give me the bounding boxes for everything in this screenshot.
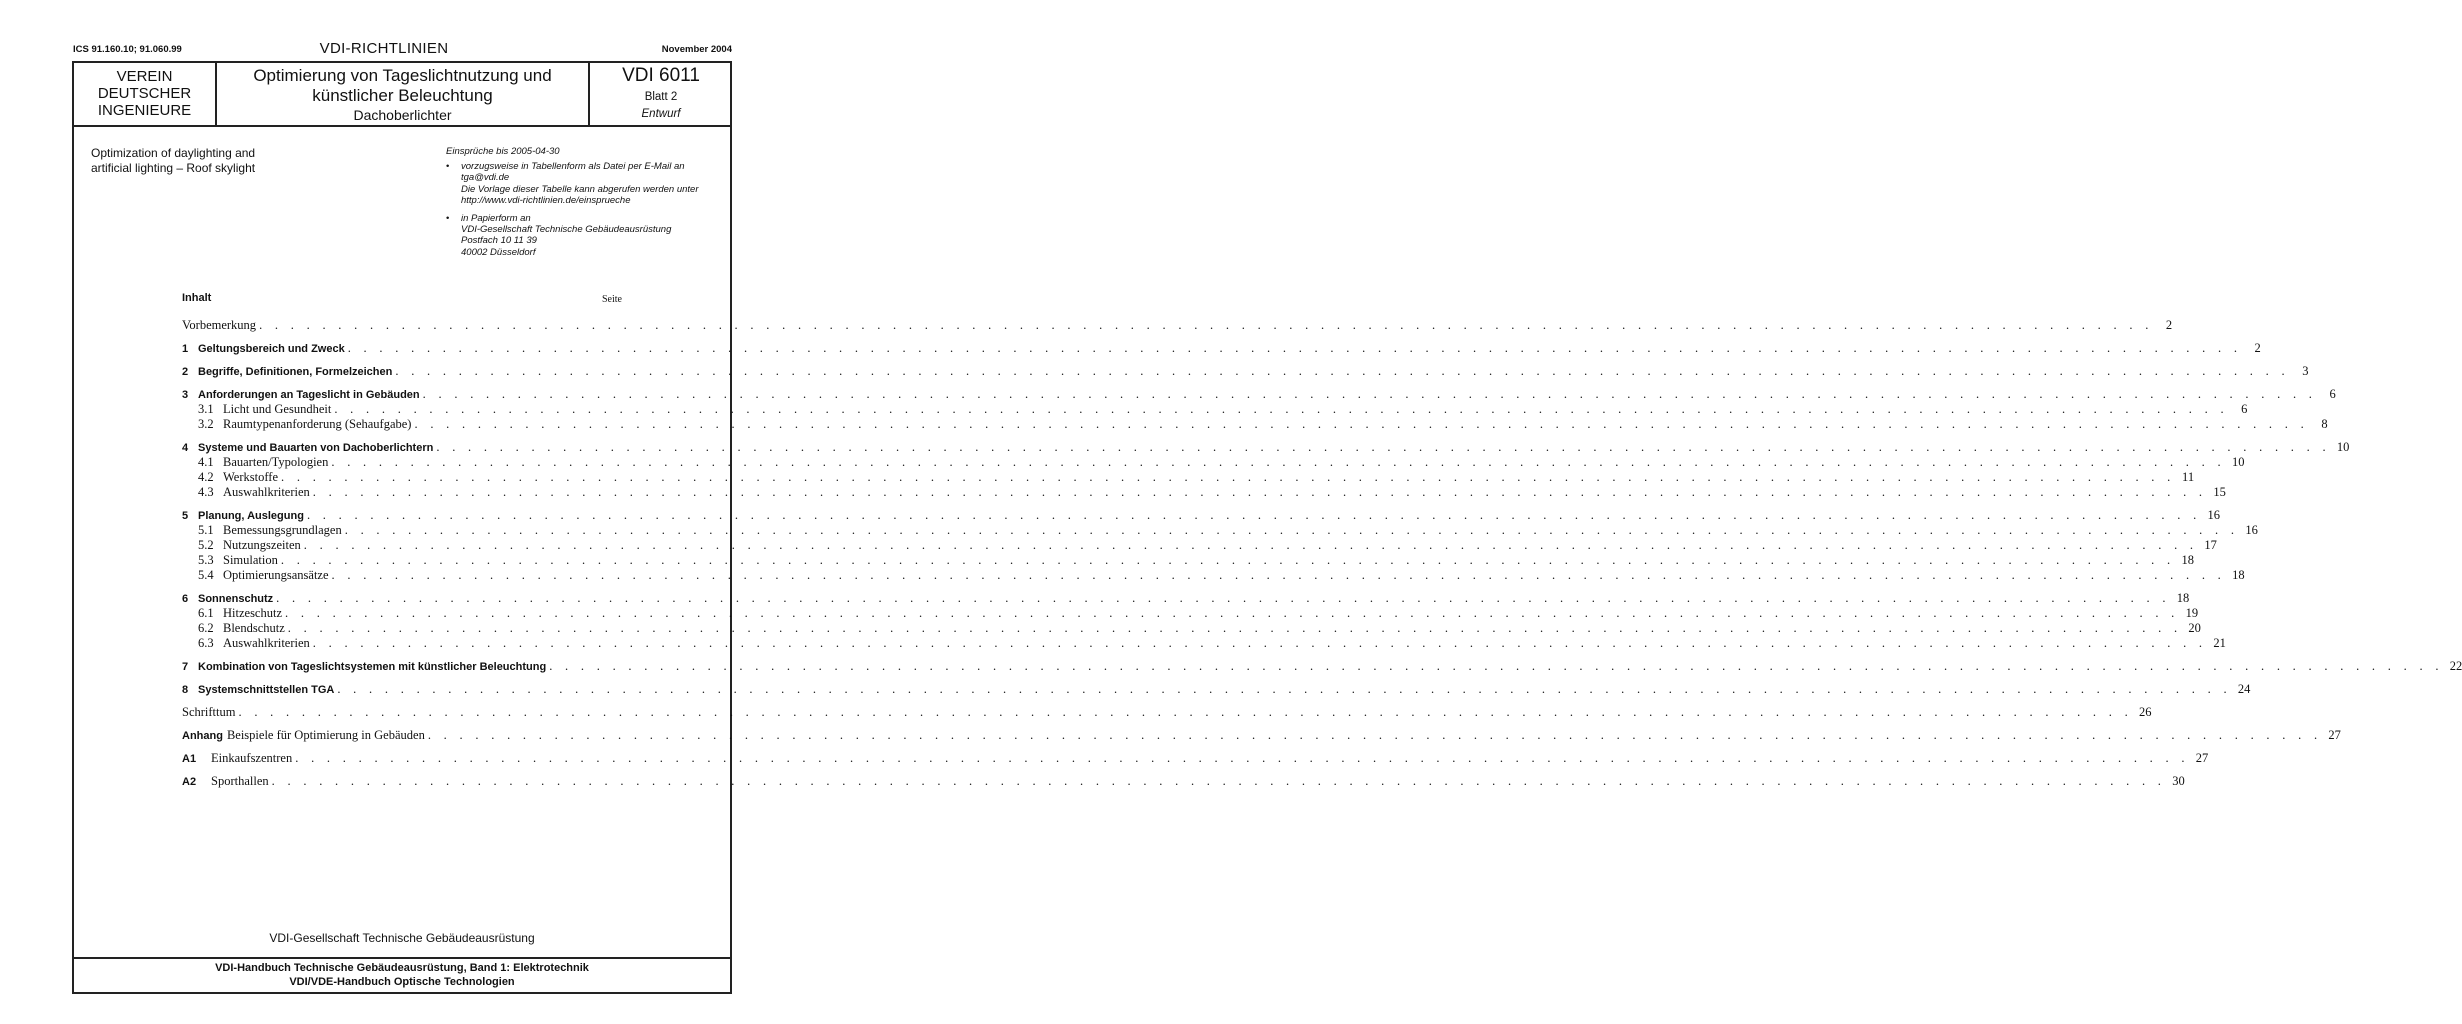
toc-leader-dots: . . . . . . . . . . . . . . . . . . . . . . . . . . . . . . . . . . . . . . . . . . . . . . . . . . . . . . . . . . . . . . . . . . . . . . . . . . . . . . . . . . . . . . . . . . . . . . . . . . . . . . . . . . . . . . . . . . . . . . . . <box>238 705 2133 719</box>
toc-entry-number: 5.4 <box>198 568 214 582</box>
english-title <box>91 146 291 176</box>
toc-entry-label: Begriffe, Definitionen, Formelzeichen <box>198 366 393 378</box>
toc-entry[interactable] <box>182 341 2261 356</box>
document-title <box>217 66 588 106</box>
handbook-line: VDI/VDE-Handbuch Optische Technologien <box>289 976 515 988</box>
toc-entry-label: Einkaufszentren <box>211 751 293 765</box>
toc-entry-title <box>182 523 342 538</box>
toc-leader-dots: . . . . . . . . . . . . . . . . . . . . . . . . . . . . . . . . . . . . . . . . . . . . . . . . . . . . . . . . . . . . . . . . . . . . . . . . . . . . . . . . . . . . . . . . . . . . . . . . . . . . . . . . . . . . . . . . . . . . . . . . <box>337 682 2232 696</box>
document-number: VDI 6011 <box>622 65 700 86</box>
toc-leader-dots: . . . . . . . . . . . . . . . . . . . . . . . . . . . . . . . . . . . . . . . . . . . . . . . . . . . . . . . . . . . . . . . . . . . . . . . . . . . . . . . . . . . . . . . . . . . . . . . . . . . . . . . . . . . . . . . . . . . . . . . . <box>331 568 2226 582</box>
toc-entry[interactable] <box>182 402 2248 417</box>
toc-header <box>182 290 622 312</box>
toc-entry-title <box>182 728 425 744</box>
toc-leader-dots: . . . . . . . . . . . . . . . . . . . . . . . . . . . . . . . . . . . . . . . . . . . . . . . . . . . . . . . . . . . . . . . . . . . . . . . . . . . . . . . . . . . . . . . . . . . . . . . . . . . . . . . . . . . . . . . . . . . . . . . . <box>422 387 2317 401</box>
toc-entry-title <box>182 318 256 333</box>
toc-entry-label: Licht und Gesundheit <box>223 402 332 416</box>
toc-entry-number: 6.3 <box>198 636 214 650</box>
toc-leader-dots: . . . . . . . . . . . . . . . . . . . . . . . . . . . . . . . . . . . . . . . . . . . . . . . . . . . . . . . . . . . . . . . . . . . . . . . . . . . . . . . . . . . . . . . . . . . . . . . . . . . . . . . . . . . . . . . . . . . . . . . . <box>280 553 2175 567</box>
toc-entry-title <box>182 538 301 553</box>
toc-entry[interactable] <box>182 364 2309 379</box>
toc-entry-label: Sonnenschutz <box>198 593 274 605</box>
toc-entry-number: 3.2 <box>198 417 214 431</box>
toc-entry[interactable] <box>182 705 2152 720</box>
toc-entry-label: Sporthallen <box>211 774 269 788</box>
toc-entry-page: 16 <box>2245 523 2258 537</box>
toc-entry-title <box>182 568 329 583</box>
toc-entry-page: 6 <box>2329 387 2336 401</box>
english-title-line: Optimization of daylighting and <box>91 146 256 160</box>
toc-entry-title <box>182 388 420 403</box>
objection-text: vorzugsweise in Tabellenform als Datei per E-Mail an <box>461 161 685 172</box>
toc-entry-number: 3 <box>182 389 189 401</box>
toc-entry-page: 6 <box>2241 402 2248 416</box>
toc-entry-title <box>182 592 273 607</box>
toc-entry[interactable] <box>182 621 2201 636</box>
ics-classification: ICS 91.160.10; 91.060.99 <box>73 44 182 55</box>
toc-leader-dots: . . . . . . . . . . . . . . . . . . . . . . . . . . . . . . . . . . . . . . . . . . . . . . . . . . . . . . . . . . . . . . . . . . . . . . . . . . . . . . . . . . . . . . . . . . . . . . . . . . . . . . . . . . . . . . . . . . . . . . . . <box>331 455 2226 469</box>
objection-email[interactable]: tga@vdi.de <box>461 172 510 184</box>
toc-entry-page: 18 <box>2232 568 2245 582</box>
toc-entry[interactable] <box>182 417 2328 432</box>
toc-entry-label: Systemschnittstellen TGA <box>198 684 335 696</box>
toc-entry-number: Anhang <box>182 730 223 742</box>
toc-entry[interactable] <box>182 728 2341 743</box>
toc-entry[interactable] <box>182 636 2226 651</box>
toc-entry[interactable] <box>182 774 2185 789</box>
toc-entry[interactable] <box>182 682 2251 697</box>
organization-line: DEUTSCHER <box>97 85 192 102</box>
toc-entry-page: 11 <box>2182 470 2195 484</box>
toc-entry-label: Geltungsbereich und Zweck <box>198 343 345 355</box>
toc-entry-page: 2 <box>2254 341 2261 355</box>
toc-entry-number: 2 <box>182 366 189 378</box>
toc-leader-dots: . . . . . . . . . . . . . . . . . . . . . . . . . . . . . . . . . . . . . . . . . . . . . . . . . . . . . . . . . . . . . . . . . . . . . . . . . . . . . . . . . . . . . . . . . . . . . . . . . . . . . . . . . . . . . . . . . . . . . . . . <box>303 538 2198 552</box>
toc-entry-number: 4.1 <box>198 455 214 469</box>
toc-entry[interactable] <box>182 606 2199 621</box>
toc-entry-page: 16 <box>2207 508 2221 522</box>
toc-leader-dots: . . . . . . . . . . . . . . . . . . . . . . . . . . . . . . . . . . . . . . . . . . . . . . . . . . . . . . . . . . . . . . . . . . . . . . . . . . . . . . . . . . . . . . . . . . . . . . . . . . . . . . . . . . . . . . . . . . . . . . . . <box>259 318 2154 332</box>
toc-page-heading: Seite <box>602 294 622 305</box>
toc-entry-page: 19 <box>2185 606 2199 620</box>
organization-name <box>74 68 215 119</box>
toc-entry-number: 4 <box>182 442 189 454</box>
toc-entry-number: 5.2 <box>198 538 214 552</box>
toc-leader-dots: . . . . . . . . . . . . . . . . . . . . . . . . . . . . . . . . . . . . . . . . . . . . . . . . . . . . . . . . . . . . . . . . . . . . . . . . . . . . . . . . . . . . . . . . . . . . . . . . . . . . . . . . . . . . . . . . . . . . . . . . <box>306 508 2202 522</box>
toc-entry-title <box>182 509 304 524</box>
bullet: • <box>446 161 450 172</box>
sheet-number: Blatt 2 <box>644 91 678 103</box>
toc-entry-number: 3.1 <box>198 402 214 416</box>
toc-entry-label: Beispiele für Optimierung in Gebäuden <box>226 728 425 742</box>
toc-entry-number: 5.1 <box>198 523 214 537</box>
toc-entry-title <box>182 606 282 621</box>
toc-entry-number: 4.2 <box>198 470 214 484</box>
toc-entry[interactable] <box>182 523 2258 538</box>
toc-entry-label: Hitzeschutz <box>223 606 283 620</box>
toc-entry-label: Systeme und Bauarten von Dachoberlichtern <box>198 442 434 454</box>
toc-leader-dots: . . . . . . . . . . . . . . . . . . . . . . . . . . . . . . . . . . . . . . . . . . . . . . . . . . . . . . . . . . . . . . . . . . . . . . . . . . . . . . . . . . . . . . . . . . . . . . . . . . . . . . . . . . . . . . . . . . . . . . . . <box>285 606 2180 620</box>
toc-entry[interactable] <box>182 440 2350 455</box>
toc-entry[interactable] <box>182 591 2190 606</box>
toc-entry-page: 10 <box>2231 455 2245 469</box>
toc-entry-number: 1 <box>182 343 189 355</box>
toc-leader-dots: . . . . . . . . . . . . . . . . . . . . . . . . . . . . . . . . . . . . . . . . . . . . . . . . . . . . . . . . . . . . . . . . . . . . . . . . . . . . . . . . . . . . . . . . . . . . . . . . . . . . . . . . . . . . . . . . . . . . . . . . <box>414 417 2309 431</box>
toc-entry-page: 24 <box>2237 682 2251 696</box>
toc-entry-label: Bemessungsgrundlagen <box>223 523 342 537</box>
organization-line: INGENIEURE <box>97 102 192 119</box>
toc-entry-label: Vorbemerkung <box>182 318 257 332</box>
toc-entry-title <box>182 455 328 470</box>
toc-entry-label: Optimierungsansätze <box>223 568 329 582</box>
toc-entry-label: Anforderungen an Tageslicht in Gebäuden <box>198 389 420 401</box>
toc-leader-dots: . . . . . . . . . . . . . . . . . . . . . . . . . . . . . . . . . . . . . . . . . . . . . . . . . . . . . . . . . . . . . . . . . . . . . . . . . . . . . . . . . . . . . . . . . . . . . . . . . . . . . . . . . . . . . . . . . . . . . . . . <box>334 402 2229 416</box>
toc-entry[interactable] <box>182 508 2221 523</box>
toc-entry-page: 21 <box>2213 636 2226 650</box>
toc-leader-dots: . . . . . . . . . . . . . . . . . . . . . . . . . . . . . . . . . . . . . . . . . . . . . . . . . . . . . . . . . . . . . . . . . . . . . . . . . . . . . . . . . . . . . . . . . . . . . . . . . . . . . . . . . . . . . . . . . . . . . . . . <box>276 591 2171 605</box>
toc-entry-title <box>182 470 278 485</box>
toc-entry-label: Nutzungszeiten <box>223 538 301 552</box>
toc-entry-label: Simulation <box>223 553 278 567</box>
toc-heading: Inhalt <box>182 292 212 304</box>
toc-entry-title <box>182 342 345 357</box>
toc-entry-page: 27 <box>2328 728 2341 742</box>
toc-leader-dots: . . . . . . . . . . . . . . . . . . . . . . . . . . . . . . . . . . . . . . . . . . . . . . . . . . . . . . . . . . . . . . . . . . . . . . . . . . . . . . . . . . . . . . . . . . . . . . . . . . . . . . . . . . . . . . . . . . . . . . . . <box>295 751 2190 765</box>
toc-entry-title <box>182 660 546 675</box>
objection-text: Die Vorlage dieser Tabelle kann abgerufen werden unter <box>461 183 699 195</box>
toc-leader-dots: . . . . . . . . . . . . . . . . . . . . . . . . . . . . . . . . . . . . . . . . . . . . . . . . . . . . . . . . . . . . . . . . . . . . . . . . . . . . . . . . . . . . . . . . . . . . . . . . . . . . . . . . . . . . . . . . . . . . . . . . <box>281 470 2176 484</box>
toc-entry-page: 30 <box>2172 774 2185 788</box>
toc-entry-title <box>182 774 269 790</box>
toc-entry-number: 5.3 <box>198 553 214 567</box>
objection-option-paper <box>446 213 731 259</box>
toc-entry[interactable] <box>182 485 2226 500</box>
toc-entry-title <box>182 751 292 767</box>
toc-entry[interactable] <box>182 455 2245 470</box>
toc-entry-title <box>182 402 331 417</box>
toc-entry-page: 26 <box>2139 705 2152 719</box>
objections-deadline: Einsprüche bis 2005-04-30 <box>446 146 560 157</box>
toc-entry[interactable] <box>182 751 2209 766</box>
toc-entry-label: Blendschutz <box>223 621 285 635</box>
toc-entry-label: Auswahlkriterien <box>223 485 310 499</box>
bullet: • <box>446 212 450 224</box>
toc-entry-page: 8 <box>2321 417 2328 431</box>
toc-entry-title <box>182 485 310 500</box>
toc-entry[interactable] <box>182 659 2462 674</box>
toc-leader-dots: . . . . . . . . . . . . . . . . . . . . . . . . . . . . . . . . . . . . . . . . . . . . . . . . . . . . . . . . . . . . . . . . . . . . . . . . . . . . . . . . . . . . . . . . . . . . . . . . . . . . . . . . . . . . . . . . . . . . . . . . <box>549 659 2444 673</box>
toc-entry-page: 15 <box>2213 485 2226 499</box>
toc-entry[interactable] <box>182 470 2195 485</box>
organization-line: VEREIN <box>116 68 173 85</box>
toc-entries <box>182 318 2462 789</box>
toc-entry-page: 10 <box>2336 440 2350 454</box>
toc-entry-title <box>182 417 411 432</box>
toc-entry-number: 5 <box>182 510 189 522</box>
toc-leader-dots: . . . . . . . . . . . . . . . . . . . . . . . . . . . . . . . . . . . . . . . . . . . . . . . . . . . . . . . . . . . . . . . . . . . . . . . . . . . . . . . . . . . . . . . . . . . . . . . . . . . . . . . . . . . . . . . . . . . . . . . . <box>395 364 2290 378</box>
toc-entry-page: 20 <box>2188 621 2201 635</box>
page-frame-left <box>72 127 74 958</box>
toc-entry-label: Bauarten/Typologien <box>223 455 329 469</box>
toc-leader-dots: . . . . . . . . . . . . . . . . . . . . . . . . . . . . . . . . . . . . . . . . . . . . . . . . . . . . . . . . . . . . . . . . . . . . . . . . . . . . . . . . . . . . . . . . . . . . . . . . . . . . . . . . . . . . . . . . . . . . . . . . <box>271 774 2166 788</box>
document-subtitle: Dachoberlichter <box>353 107 452 123</box>
objection-option-email <box>446 161 731 207</box>
toc-entry-page: 27 <box>2195 751 2209 765</box>
toc-entry[interactable] <box>182 318 2173 333</box>
document-title-line: künstlicher Beleuchtung <box>312 86 493 105</box>
series-title: VDI-RICHTLINIEN <box>319 40 449 57</box>
objections-list <box>446 161 731 264</box>
toc-entry-page: 18 <box>2176 591 2190 605</box>
table-of-contents <box>182 290 2462 789</box>
toc-entry-page: 22 <box>2449 659 2462 673</box>
toc-leader-dots: . . . . . . . . . . . . . . . . . . . . . . . . . . . . . . . . . . . . . . . . . . . . . . . . . . . . . . . . . . . . . . . . . . . . . . . . . . . . . . . . . . . . . . . . . . . . . . . . . . . . . . . . . . . . . . . . . . . . . . . . <box>347 341 2242 355</box>
toc-entry[interactable] <box>182 553 2194 568</box>
toc-entry-number: 7 <box>182 661 189 673</box>
society-name: VDI-Gesellschaft Technische Gebäudeausrüstung <box>269 931 535 945</box>
toc-leader-dots: . . . . . . . . . . . . . . . . . . . . . . . . . . . . . . . . . . . . . . . . . . . . . . . . . . . . . . . . . . . . . . . . . . . . . . . . . . . . . . . . . . . . . . . . . . . . . . . . . . . . . . . . . . . . . . . . . . . . . . . . <box>344 523 2239 537</box>
toc-entry-number: A2 <box>182 776 197 788</box>
toc-leader-dots: . . . . . . . . . . . . . . . . . . . . . . . . . . . . . . . . . . . . . . . . . . . . . . . . . . . . . . . . . . . . . . . . . . . . . . . . . . . . . . . . . . . . . . . . . . . . . . . . . . . . . . . . . . . . . . . . . . . . . . . . <box>436 440 2331 454</box>
draft-status: Entwurf <box>641 108 681 120</box>
toc-leader-dots: . . . . . . . . . . . . . . . . . . . . . . . . . . . . . . . . . . . . . . . . . . . . . . . . . . . . . . . . . . . . . . . . . . . . . . . . . . . . . . . . . . . . . . . . . . . . . . . . . . . . . . . . . . . . . . . . . . . . . . . . <box>312 485 2207 499</box>
toc-entry-title <box>182 705 235 720</box>
toc-leader-dots: . . . . . . . . . . . . . . . . . . . . . . . . . . . . . . . . . . . . . . . . . . . . . . . . . . . . . . . . . . . . . . . . . . . . . . . . . . . . . . . . . . . . . . . . . . . . . . . . . . . . . . . . . . . . . . . . . . . . . . . . <box>427 728 2322 742</box>
toc-entry-number: 6 <box>182 593 189 605</box>
english-title-line: artificial lighting – Roof skylight <box>91 161 256 175</box>
objection-text: in Papierform an <box>461 212 531 224</box>
toc-entry-title <box>182 365 392 380</box>
toc-entry[interactable] <box>182 538 2217 553</box>
toc-entry-label: Raumtypenanforderung (Sehaufgabe) <box>223 417 412 431</box>
toc-entry-title <box>182 441 433 456</box>
toc-leader-dots: . . . . . . . . . . . . . . . . . . . . . . . . . . . . . . . . . . . . . . . . . . . . . . . . . . . . . . . . . . . . . . . . . . . . . . . . . . . . . . . . . . . . . . . . . . . . . . . . . . . . . . . . . . . . . . . . . . . . . . . . <box>287 621 2182 635</box>
toc-entry-title <box>182 636 310 651</box>
toc-entry-title <box>182 553 278 568</box>
toc-entry-page: 2 <box>2165 318 2173 332</box>
toc-entry-label: Auswahlkriterien <box>223 636 310 650</box>
objection-address-line: Postfach 10 11 39 <box>461 235 537 247</box>
toc-entry-page: 3 <box>2302 364 2309 378</box>
toc-entry-title <box>182 683 334 698</box>
toc-entry-number: 6.1 <box>198 606 214 620</box>
handbook-line: VDI-Handbuch Technische Gebäudeausrüstung, Band 1: Elektrotechnik <box>215 962 589 974</box>
toc-entry[interactable] <box>182 387 2336 402</box>
toc-entry-number: 4.3 <box>198 485 214 499</box>
toc-entry-number: 6.2 <box>198 621 214 635</box>
objection-url[interactable]: http://www.vdi-richtlinien.de/einsprueche <box>461 195 631 207</box>
toc-entry-label: Schrifttum <box>182 705 236 719</box>
toc-entry-label: Werkstoffe <box>223 470 278 484</box>
objection-address-line: 40002 Düsseldorf <box>461 246 536 258</box>
toc-entry[interactable] <box>182 568 2245 583</box>
document-title-line: Optimierung von Tageslichtnutzung und <box>253 66 552 85</box>
toc-entry-page: 17 <box>2204 538 2217 552</box>
toc-entry-label: Kombination von Tageslichtsystemen mit künstlicher Beleuchtung <box>198 661 547 673</box>
toc-entry-number: A1 <box>182 753 197 765</box>
toc-entry-label: Planung, Auslegung <box>198 510 304 522</box>
objection-address-line: VDI-Gesellschaft Technische Gebäudeausrüstung <box>461 224 672 236</box>
toc-entry-title <box>182 621 285 636</box>
toc-entry-page: 18 <box>2181 553 2194 567</box>
issue-date: November 2004 <box>661 44 732 55</box>
toc-leader-dots: . . . . . . . . . . . . . . . . . . . . . . . . . . . . . . . . . . . . . . . . . . . . . . . . . . . . . . . . . . . . . . . . . . . . . . . . . . . . . . . . . . . . . . . . . . . . . . . . . . . . . . . . . . . . . . . . . . . . . . . . <box>312 636 2207 650</box>
toc-entry-number: 8 <box>182 684 189 696</box>
